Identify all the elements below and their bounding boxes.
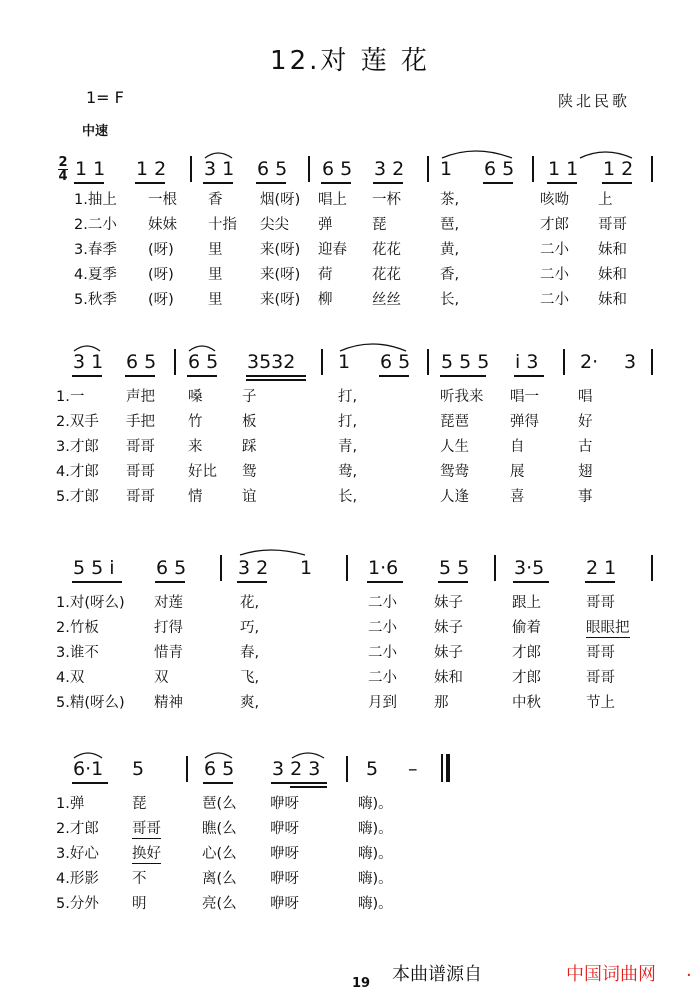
lyric-syllable: 青,: [338, 439, 358, 455]
lyric-syllable: 二小: [368, 670, 397, 686]
lyric-syllable: 花,: [240, 595, 260, 611]
note-group: 3 1: [73, 351, 104, 373]
lyric-syllable: 瞧(么: [202, 821, 237, 837]
lyric-syllable: 一根: [148, 192, 177, 208]
note-group: 5: [132, 758, 145, 780]
lyric-syllable: 竹: [188, 414, 203, 430]
lyric-syllable: 茶,: [440, 192, 460, 208]
lyric-syllable: 事: [578, 489, 593, 505]
lyric-syllable: 来(呀): [260, 242, 301, 258]
lyric-syllable: 嗨)。: [358, 871, 393, 887]
lyric-syllable: 咿呀: [270, 846, 299, 862]
lyric-syllable: 嗨)。: [358, 796, 393, 812]
lyric-syllable: 亮(么: [202, 896, 237, 912]
note-group: 1: [440, 158, 453, 180]
lyric-syllable: 妹子: [434, 595, 463, 611]
lyric-syllable: 3.谁不: [56, 645, 99, 661]
lyric-syllable: 弹得: [510, 414, 539, 430]
lyric-syllable: 弹: [318, 217, 333, 233]
note-group: 5: [366, 758, 379, 780]
lyric-syllable: 黄,: [440, 242, 460, 258]
note-group: 6 5: [484, 158, 515, 180]
lyric-syllable: 长,: [338, 489, 358, 505]
lyric-syllable: 唱上: [318, 192, 347, 208]
note-group: 1: [338, 351, 351, 373]
lyric-syllable: (呀): [148, 267, 174, 283]
note-group: 1: [300, 557, 313, 579]
lyric-syllable: 荷: [318, 267, 333, 283]
lyric-syllable: 踩: [242, 439, 257, 455]
lyric-syllable: 二小: [368, 595, 397, 611]
lyric-syllable: 二小: [540, 292, 569, 308]
lyric-syllable: 来(呀): [260, 267, 301, 283]
lyric-syllable: 中秋: [512, 695, 541, 711]
lyric-syllable: 巧,: [240, 620, 260, 636]
key-signature: 1= F: [86, 88, 124, 107]
lyric-syllable: 哥哥: [126, 464, 155, 480]
slur-marks: [0, 551, 700, 591]
note-group: 5 5 5: [441, 351, 490, 373]
lyric-syllable: 妹和: [598, 292, 627, 308]
lyric-syllable: 上: [598, 192, 613, 208]
lyric-syllable: 听我来: [440, 389, 484, 405]
lyric-syllable: 花花: [372, 267, 401, 283]
note-group: 3 2: [374, 158, 405, 180]
lyric-syllable: 3.才郎: [56, 439, 99, 455]
lyric-syllable: 哥哥: [126, 439, 155, 455]
note-group: 6·1: [73, 758, 104, 780]
lyric-syllable: 手把: [126, 414, 155, 430]
lyric-syllable: 5.秋季: [74, 292, 117, 308]
lyric-syllable: 喜: [510, 489, 525, 505]
time-signature-bottom: 4: [58, 169, 68, 184]
note-group: –: [408, 758, 418, 780]
lyric-syllable: 谊: [242, 489, 257, 505]
lyric-syllable: 好比: [188, 464, 217, 480]
lyric-syllable: 花花: [372, 242, 401, 258]
lyric-syllable: 5.分外: [56, 896, 99, 912]
lyric-syllable: 不: [132, 871, 147, 887]
lyric-syllable: 一杯: [372, 192, 401, 208]
note-group: 1 2: [136, 158, 167, 180]
lyric-syllable: 2.二小: [74, 217, 117, 233]
lyric-syllable: 柳: [318, 292, 333, 308]
lyric-syllable: 鸯,: [338, 464, 358, 480]
note-group: 2 1: [586, 557, 617, 579]
note-group: 1 1: [548, 158, 579, 180]
source-note: 本曲谱源自: [392, 964, 482, 985]
lyric-syllable: 才郎: [512, 645, 541, 661]
lyric-syllable: 子: [242, 389, 257, 405]
site-brand-dot: .: [686, 960, 692, 981]
lyric-syllable: 双: [154, 670, 169, 686]
note-group: 3 1: [204, 158, 235, 180]
lyric-syllable: 飞,: [240, 670, 260, 686]
lyric-syllable: 唱一: [510, 389, 539, 405]
lyric-syllable: 2.竹板: [56, 620, 99, 636]
note-group: 5 5 i: [73, 557, 115, 579]
note-group: 3 2: [238, 557, 269, 579]
lyric-syllable: 里: [208, 292, 223, 308]
lyric-syllable: 来(呀): [260, 292, 301, 308]
song-title: 12.对 莲 花: [270, 46, 430, 76]
lyric-syllable: 哥哥: [586, 645, 615, 661]
lyric-syllable: 打得: [154, 620, 183, 636]
lyric-syllable: 十指: [208, 217, 237, 233]
lyric-syllable: 4.形影: [56, 871, 99, 887]
lyric-syllable: 哥哥: [126, 489, 155, 505]
site-brand-link[interactable]: 中国词曲网: [566, 964, 656, 985]
lyric-syllable: 春,: [240, 645, 260, 661]
lyric-syllable: 人逢: [440, 489, 469, 505]
lyric-syllable: 迎春: [318, 242, 347, 258]
lyric-syllable: 才郎: [540, 217, 569, 233]
lyric-syllable: 精神: [154, 695, 183, 711]
lyric-syllable: 妹子: [434, 620, 463, 636]
lyric-syllable: 3.春季: [74, 242, 117, 258]
lyric-syllable: 二小: [368, 645, 397, 661]
lyric-syllable: 2.双手: [56, 414, 99, 430]
lyric-syllable: 唱: [578, 389, 593, 405]
lyric-syllable: 节上: [586, 695, 615, 711]
song-source: 陕北民歌: [557, 92, 630, 110]
time-signature-top: 2: [58, 155, 68, 170]
lyric-syllable: 香: [208, 192, 223, 208]
note-group: 6 5: [322, 158, 353, 180]
lyric-syllable: 咿呀: [270, 796, 299, 812]
lyric-syllable: 板: [242, 414, 257, 430]
lyric-syllable: 情: [188, 489, 203, 505]
note-group: 6 5: [257, 158, 288, 180]
lyric-syllable: 里: [208, 242, 223, 258]
lyric-syllable: 古: [578, 439, 593, 455]
note-group: 6 5: [156, 557, 187, 579]
lyric-syllable: 烟(呀): [260, 192, 301, 208]
slur-marks: [0, 152, 700, 192]
note-group: 2·: [580, 351, 599, 373]
lyric-syllable: 咿呀: [270, 821, 299, 837]
lyric-syllable: 嗨)。: [358, 896, 393, 912]
lyric-syllable: 哥哥: [586, 670, 615, 686]
lyric-syllable: 人生: [440, 439, 469, 455]
lyric-syllable: 琵琶: [440, 414, 469, 430]
lyric-syllable: 来: [188, 439, 203, 455]
lyric-syllable: 4.才郎: [56, 464, 99, 480]
lyric-syllable: 那: [434, 695, 449, 711]
lyric-syllable: 咳呦: [540, 192, 569, 208]
lyric-syllable: 1.抽上: [74, 192, 117, 208]
lyric-syllable: 月到: [368, 695, 397, 711]
lyric-syllable: 嗓: [188, 389, 203, 405]
note-group: 5 5: [439, 557, 470, 579]
lyric-syllable: 二小: [540, 267, 569, 283]
lyric-syllable: 声把: [126, 389, 155, 405]
lyric-syllable: 换好: [132, 842, 161, 864]
note-group: i 3: [515, 351, 539, 373]
lyric-syllable: 跟上: [512, 595, 541, 611]
lyric-syllable: 二小: [540, 242, 569, 258]
lyric-syllable: 离(么: [202, 871, 237, 887]
lyric-syllable: 3.好心: [56, 846, 99, 862]
note-group: 6 5: [188, 351, 219, 373]
lyric-syllable: 哥哥: [132, 817, 161, 839]
note-group: 1 1: [75, 158, 106, 180]
note-group: 1·6: [368, 557, 399, 579]
lyric-syllable: 展: [510, 464, 525, 480]
lyric-syllable: 咿呀: [270, 871, 299, 887]
lyric-syllable: 里: [208, 267, 223, 283]
lyric-syllable: 眼眼把: [586, 616, 630, 638]
lyric-syllable: 琶,: [440, 217, 460, 233]
note-group: 3: [624, 351, 637, 373]
lyric-syllable: 鸳鸯: [440, 464, 469, 480]
lyric-syllable: 5.才郎: [56, 489, 99, 505]
note-group: 6 5: [126, 351, 157, 373]
lyric-syllable: 长,: [440, 292, 460, 308]
lyric-syllable: 打,: [338, 389, 358, 405]
lyric-syllable: 妹和: [598, 267, 627, 283]
lyric-syllable: 香,: [440, 267, 460, 283]
lyric-syllable: 爽,: [240, 695, 260, 711]
note-group: 6 5: [204, 758, 235, 780]
lyric-syllable: 偷着: [512, 620, 541, 636]
lyric-syllable: 1.弹: [56, 796, 85, 812]
lyric-syllable: 好: [578, 414, 593, 430]
lyric-syllable: 明: [132, 896, 147, 912]
lyric-syllable: 哥哥: [598, 217, 627, 233]
lyric-syllable: 尖尖: [260, 217, 289, 233]
lyric-syllable: 琵: [132, 796, 147, 812]
lyric-syllable: 1.一: [56, 389, 85, 405]
lyric-syllable: 妹和: [598, 242, 627, 258]
lyric-syllable: 嗨)。: [358, 821, 393, 837]
lyric-syllable: 打,: [338, 414, 358, 430]
lyric-syllable: 4.双: [56, 670, 85, 686]
lyric-syllable: 心(么: [202, 846, 237, 862]
lyric-syllable: 5.精(呀么): [56, 695, 125, 711]
lyric-syllable: 二小: [368, 620, 397, 636]
note-group: 6 5: [380, 351, 411, 373]
lyric-syllable: 嗨)。: [358, 846, 393, 862]
note-group: 3532: [247, 351, 296, 373]
lyric-syllable: 鸳: [242, 464, 257, 480]
lyric-syllable: 2.才郎: [56, 821, 99, 837]
lyric-syllable: 妹和: [434, 670, 463, 686]
page-number: 19: [352, 976, 371, 991]
lyric-syllable: 琵: [372, 217, 387, 233]
slur-marks: [0, 345, 700, 385]
tempo-marking: 中速: [82, 124, 109, 139]
lyric-syllable: 妹妹: [148, 217, 177, 233]
slur-marks: [0, 752, 700, 792]
lyric-syllable: 自: [510, 439, 525, 455]
lyric-syllable: 翅: [578, 464, 593, 480]
lyric-syllable: (呀): [148, 292, 174, 308]
lyric-syllable: 惜青: [154, 645, 183, 661]
lyric-syllable: 对莲: [154, 595, 183, 611]
note-group: 3·5: [514, 557, 545, 579]
lyric-syllable: 1.对(呀么): [56, 595, 125, 611]
lyric-syllable: 才郎: [512, 670, 541, 686]
lyric-syllable: 4.夏季: [74, 267, 117, 283]
lyric-syllable: 丝丝: [372, 292, 401, 308]
lyric-syllable: 哥哥: [586, 595, 615, 611]
note-group: 3 2 3: [272, 758, 321, 780]
note-group: 1 2: [603, 158, 634, 180]
lyric-syllable: (呀): [148, 242, 174, 258]
lyric-syllable: 妹子: [434, 645, 463, 661]
lyric-syllable: 琶(么: [202, 796, 237, 812]
lyric-syllable: 咿呀: [270, 896, 299, 912]
